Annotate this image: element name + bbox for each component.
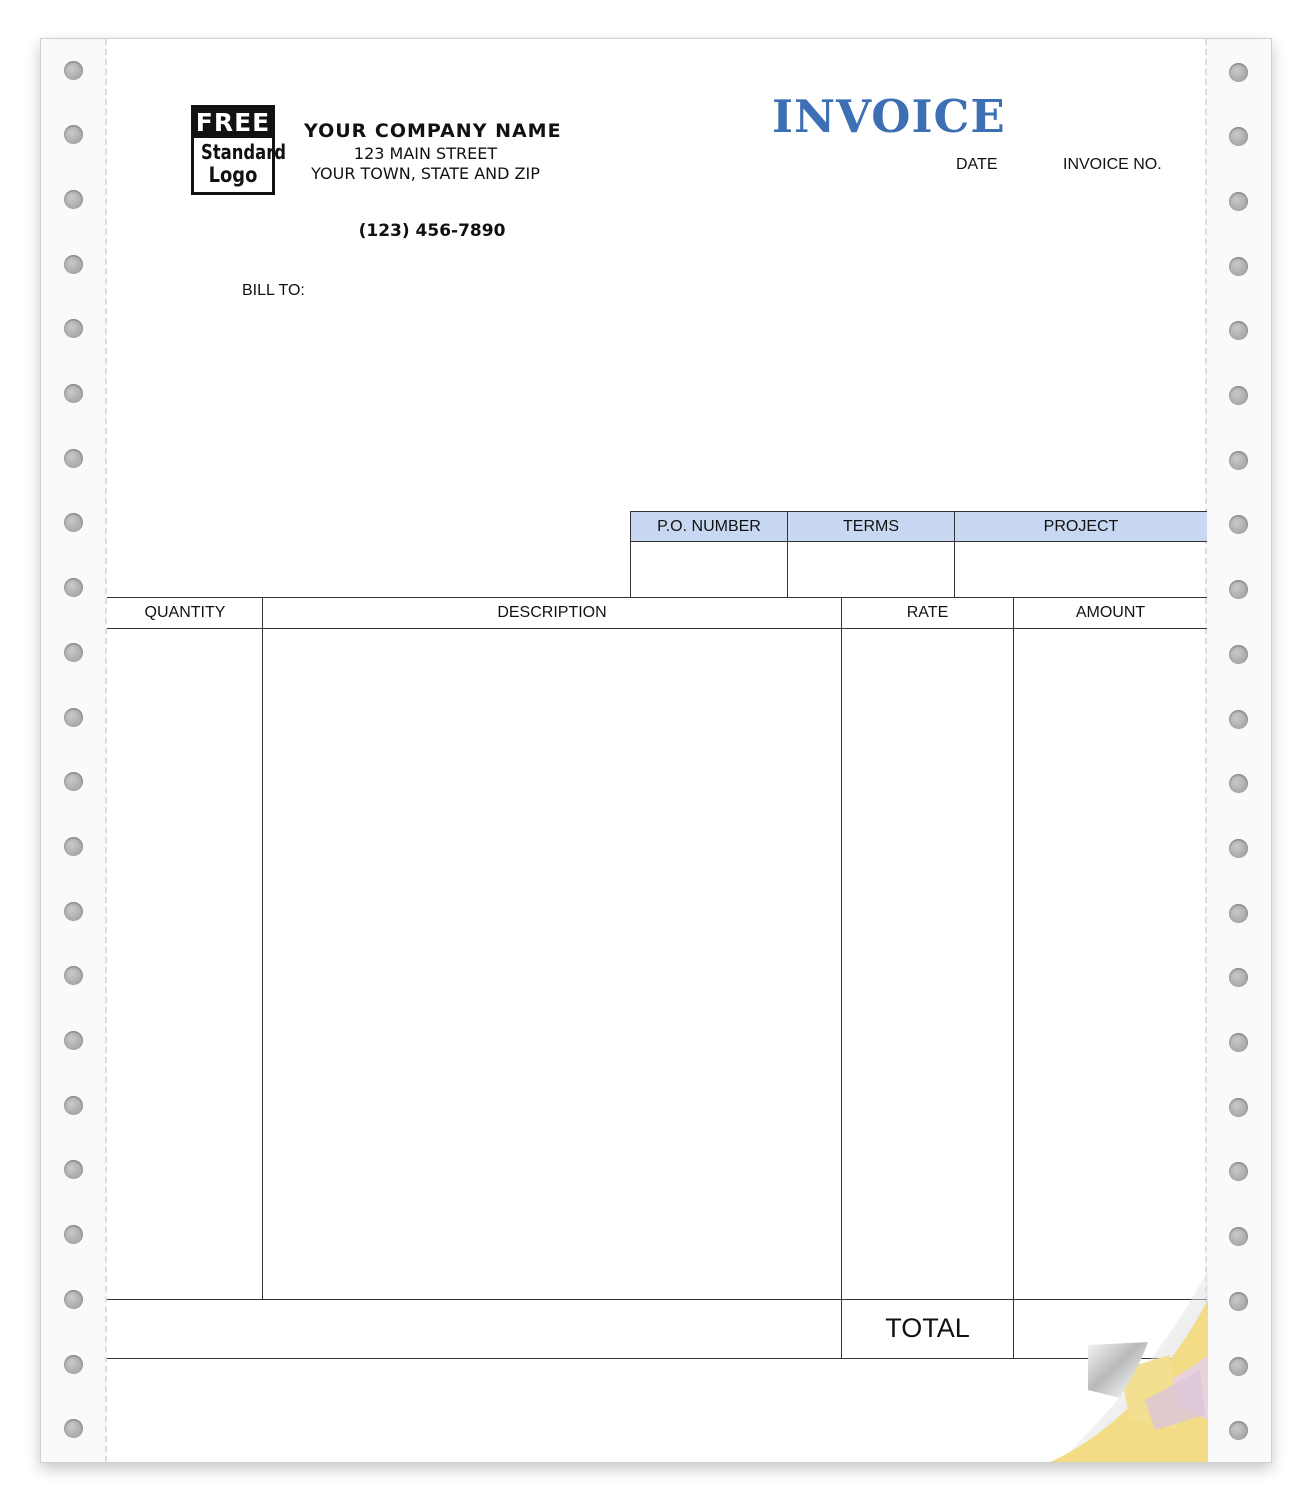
left-feed-hole <box>64 643 83 662</box>
right-feed-hole <box>1229 645 1248 664</box>
left-feed-hole <box>64 1096 83 1115</box>
right-feed-hole <box>1229 192 1248 211</box>
rate-header: RATE <box>906 604 949 621</box>
right-tractor-strip <box>1205 39 1271 1462</box>
right-feed-hole <box>1229 1357 1248 1376</box>
left-feed-hole <box>64 1355 83 1374</box>
right-feed-hole <box>1229 127 1248 146</box>
right-feed-hole <box>1229 774 1248 793</box>
terms-header: TERMS <box>843 518 899 535</box>
left-feed-hole <box>64 1290 83 1309</box>
company-name: YOUR COMPANY NAME <box>304 120 562 142</box>
right-feed-hole <box>1229 321 1248 340</box>
right-feed-hole <box>1229 1227 1248 1246</box>
right-feed-hole <box>1229 580 1248 599</box>
invoice-form-sheet <box>40 38 1272 1463</box>
right-feed-hole <box>1229 1033 1248 1052</box>
project-header: PROJECT <box>1043 518 1119 535</box>
logo-logo-text: Logo <box>208 163 258 187</box>
left-feed-hole <box>64 837 83 856</box>
items-table-body-bottom <box>107 1299 1207 1300</box>
left-feed-hole <box>64 61 83 80</box>
right-feed-hole <box>1229 451 1248 470</box>
right-feed-hole <box>1229 63 1248 82</box>
right-feed-hole <box>1229 968 1248 987</box>
company-logo <box>191 105 287 195</box>
invoice-number-label: INVOICE NO. <box>1063 156 1162 173</box>
company-phone: (123) 456-7890 <box>358 221 506 241</box>
items-table-top-border <box>107 597 1207 598</box>
right-feed-hole <box>1229 710 1248 729</box>
date-label: DATE <box>956 156 998 173</box>
right-feed-hole <box>1229 1292 1248 1311</box>
left-feed-hole <box>64 1160 83 1179</box>
left-tractor-strip <box>41 39 107 1462</box>
left-feed-hole <box>64 772 83 791</box>
left-feed-hole <box>64 190 83 209</box>
amount-header: AMOUNT <box>1075 604 1146 621</box>
quantity-column-divider <box>262 597 263 1300</box>
left-feed-hole <box>64 578 83 597</box>
left-feed-hole <box>64 125 83 144</box>
left-feed-hole <box>64 1031 83 1050</box>
items-table-total-bottom <box>107 1358 1207 1359</box>
right-feed-hole <box>1229 386 1248 405</box>
carbon-copy-curl <box>1060 1270 1208 1462</box>
rate-column-divider <box>1013 597 1014 1359</box>
right-feed-hole <box>1229 839 1248 858</box>
left-feed-hole <box>64 449 83 468</box>
quantity-header: QUANTITY <box>144 604 226 621</box>
right-feed-hole <box>1229 257 1248 276</box>
left-feed-hole <box>64 966 83 985</box>
logo-free-text: FREE <box>195 108 271 137</box>
left-feed-hole <box>64 384 83 403</box>
right-feed-hole <box>1229 904 1248 923</box>
description-header: DESCRIPTION <box>497 604 607 621</box>
left-feed-hole <box>64 1419 83 1438</box>
left-feed-hole <box>64 902 83 921</box>
bill-to-label: BILL TO: <box>242 282 305 299</box>
left-feed-hole <box>64 255 83 274</box>
right-feed-hole <box>1229 1421 1248 1440</box>
right-feed-hole <box>1229 1098 1248 1117</box>
right-feed-hole <box>1229 1162 1248 1181</box>
logo-standard-text: Standard <box>201 140 287 164</box>
po-number-header: P.O. NUMBER <box>657 518 761 535</box>
left-feed-hole <box>64 1225 83 1244</box>
invoice-title: INVOICE <box>772 90 1006 143</box>
total-label: TOTAL <box>885 1313 970 1343</box>
left-feed-hole <box>64 319 83 338</box>
company-street: 123 MAIN STREET <box>353 144 498 163</box>
description-column-divider <box>841 597 842 1359</box>
company-town: YOUR TOWN, STATE AND ZIP <box>311 164 540 183</box>
right-feed-hole <box>1229 515 1248 534</box>
left-feed-hole <box>64 708 83 727</box>
left-feed-hole <box>64 513 83 532</box>
items-table-header-bottom <box>107 628 1207 629</box>
